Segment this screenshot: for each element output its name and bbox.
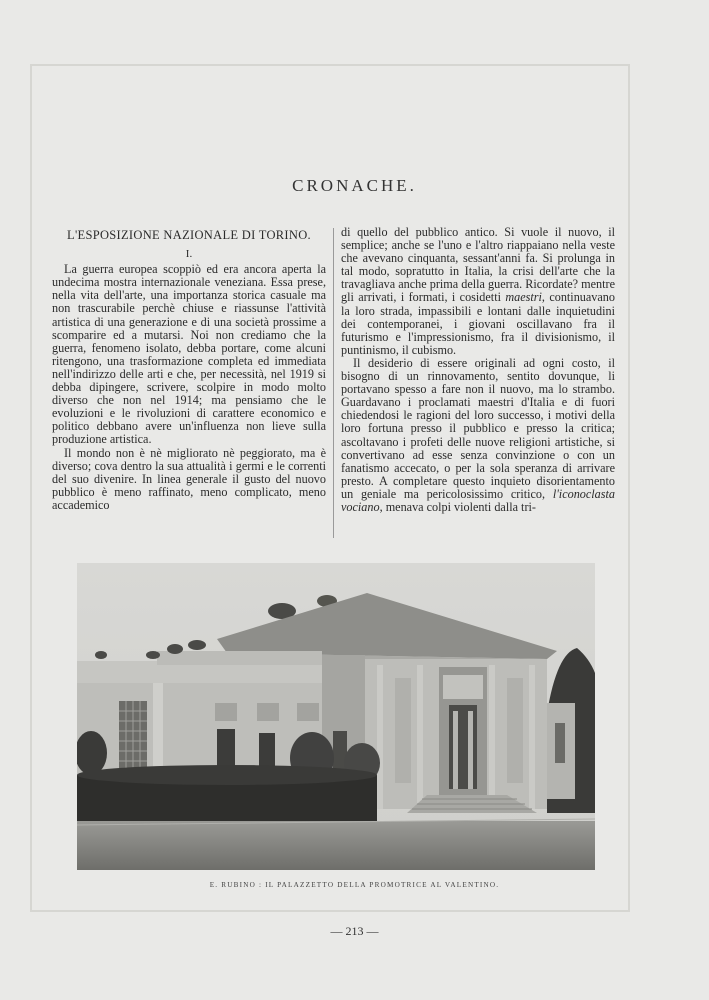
text-column-right: [341, 226, 615, 514]
paragraph: Il desiderio di essere originali ad ogni costo, il bisogno di un rinnovamento, sentito dovunque, li portavano spesso a fare non il nuovo, ma lo strambo. Guardavano i proclamati maestri d'Italia e di fuori chiedendosi le ragioni del loro successo, i motivi della loro fortuna presso il pubblico e presso la critica; ascoltavano i profeti delle nuove religioni artistiche, si convertivano ad esse senza convinzione o con un fanatismo accecato, o per la sola speranza di arrivare presto. A completare questo inquieto disorientamento un geniale ma pericolosissimo critico, l'iconoclasta vociano, menava colpi violenti dalla tri-: [341, 355, 615, 514]
emphasis: l'iconoclasta vociano: [341, 486, 615, 514]
paragraph: La guerra europea scoppiò ed era ancora aperta la undecima mostra internazionale veneziana. Essa prese, nella vita dell'arte, una importanza storica casuale ma non trascurabile perchè chiuse e riassunse l'attività artistica di una generazione e di una società prossime a scomparire ed a mutarsi. Noi non crediamo che la guerra, fenomeno isolato, debba portare, come alcuni ritengono, una trasformazione completa ed immediata nell'indirizzo delle arti e che, per necessità, nel 1919 si debba dipingere, scrivere, scolpire in modo molto diverso che non nel 1914; ma pensiamo che le evoluzioni e le rivoluzioni di carattere economico e politico debbano avere un'influenza non lieve sulla produzione artistica.: [52, 262, 326, 447]
column-divider: [333, 228, 334, 538]
building-photograph: [77, 563, 595, 870]
section-heading: CRONACHE.: [292, 176, 417, 195]
figure-caption: E. RUBINO : IL PALAZZETTO DELLA PROMOTRICE AL VALENTINO.: [209, 881, 500, 889]
paragraph: di quello del pubblico antico. Si vuole il nuovo, il semplice; anche se l'uno e l'altro riappaiano nella veste che avevano cinquanta, sessant'anni fa. Si prolunga in tal modo, sopratutto in Italia, la crisi dell'arte che la travagliava anche prima della guerra. Ricordate? mentre gli arrivati, i formati, i cosidetti maestri, continuavano la loro strada, impassibili e lontani dalle inquietudini dei contemporanei, i giovani oscillavano fra il futurismo e l'impressionismo, fra il divisionismo, il puntinismo, il cubismo.: [341, 225, 615, 357]
text-column-left: [52, 226, 326, 512]
emphasis: maestri: [505, 290, 542, 305]
section-number: I.: [185, 248, 193, 261]
article-title: L'ESPOSIZIONE NAZIONALE DI TORINO.: [67, 228, 311, 242]
paragraph: Il mondo non è nè migliorato nè peggiorato, ma è diverso; cova dentro la sua attualità i germi e le correnti del suo divenire. In linea generale il gusto del nuovo pubblico è meno raffinato, meno complicato, meno accademico: [52, 445, 326, 512]
page-number: — 213 —: [330, 924, 379, 938]
